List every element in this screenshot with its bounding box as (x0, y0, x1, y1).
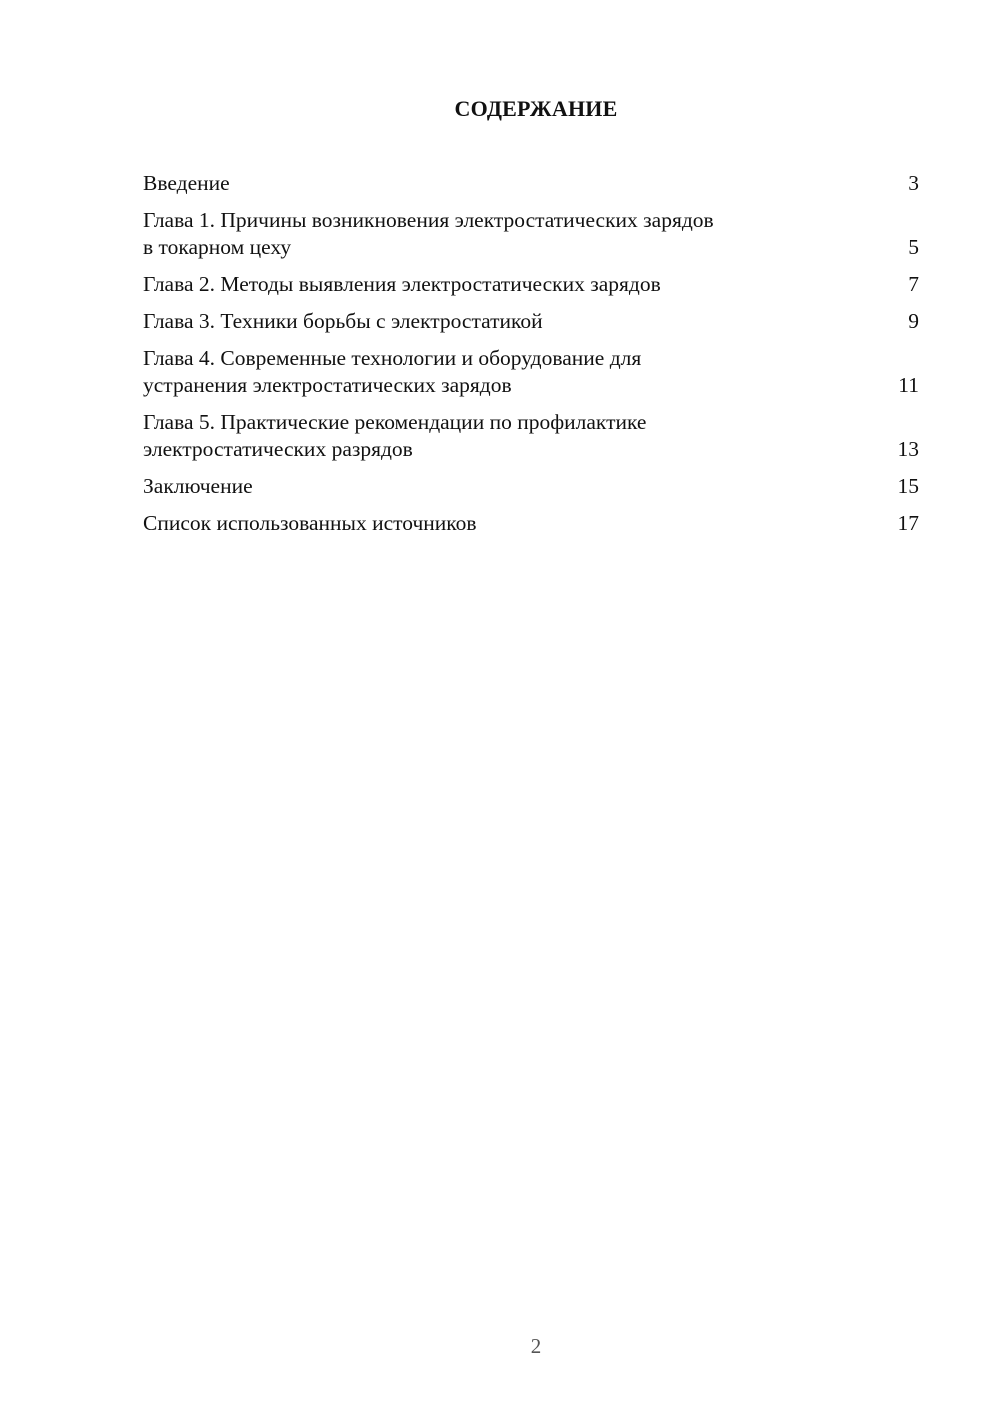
toc-entry-introduction (143, 170, 919, 197)
toc-entry-text (143, 207, 833, 261)
toc-entry-page: 11 (898, 373, 919, 397)
toc-entry-references (143, 510, 919, 537)
toc-entry-chapter-1 (143, 207, 919, 261)
toc-entry-page: 5 (908, 235, 919, 259)
toc-entry-line: Глава 2. Методы выявления электростатических зарядов (143, 272, 661, 296)
toc-entry-line: устранения электростатических зарядов (143, 373, 512, 397)
toc-entry-line: Список использованных источников (143, 511, 477, 535)
toc-entry-page: 13 (897, 437, 919, 461)
toc-entry-line: Глава 3. Техники борьбы с электростатикой (143, 309, 543, 333)
toc-entry-chapter-2 (143, 271, 919, 298)
toc-entry-text (143, 473, 833, 500)
toc-entry-line: Глава 4. Современные технологии и оборудование для (143, 346, 642, 370)
toc-entry-page: 3 (908, 171, 919, 195)
page-number: 2 (530, 1334, 542, 1358)
toc-entry-page: 17 (897, 511, 919, 535)
toc-entry-chapter-5 (143, 409, 919, 463)
toc-entry-line: Глава 5. Практические рекомендации по профилактике (143, 410, 647, 434)
toc-entry-text (143, 345, 833, 399)
toc-entry-page: 9 (908, 309, 919, 333)
toc-entry-chapter-4 (143, 345, 919, 399)
toc-entry-text (143, 170, 833, 197)
toc-entry-line: Заключение (143, 474, 253, 498)
toc-entry-text (143, 409, 833, 463)
toc-entry-line: в токарном цеху (143, 235, 292, 259)
toc-entry-line: Глава 1. Причины возникновения электростатических зарядов (143, 208, 714, 232)
toc-entry-line: Введение (143, 171, 230, 195)
toc-entry-page: 15 (897, 474, 919, 498)
table-of-contents (143, 170, 919, 547)
toc-entry-conclusion (143, 473, 919, 500)
toc-entry-text (143, 510, 833, 537)
toc-entry-page: 7 (908, 272, 919, 296)
toc-entry-chapter-3 (143, 308, 919, 335)
toc-entry-text (143, 308, 833, 335)
toc-entry-line: электростатических разрядов (143, 437, 413, 461)
toc-title: СОДЕРЖАНИЕ (454, 96, 618, 121)
toc-entry-text (143, 271, 833, 298)
